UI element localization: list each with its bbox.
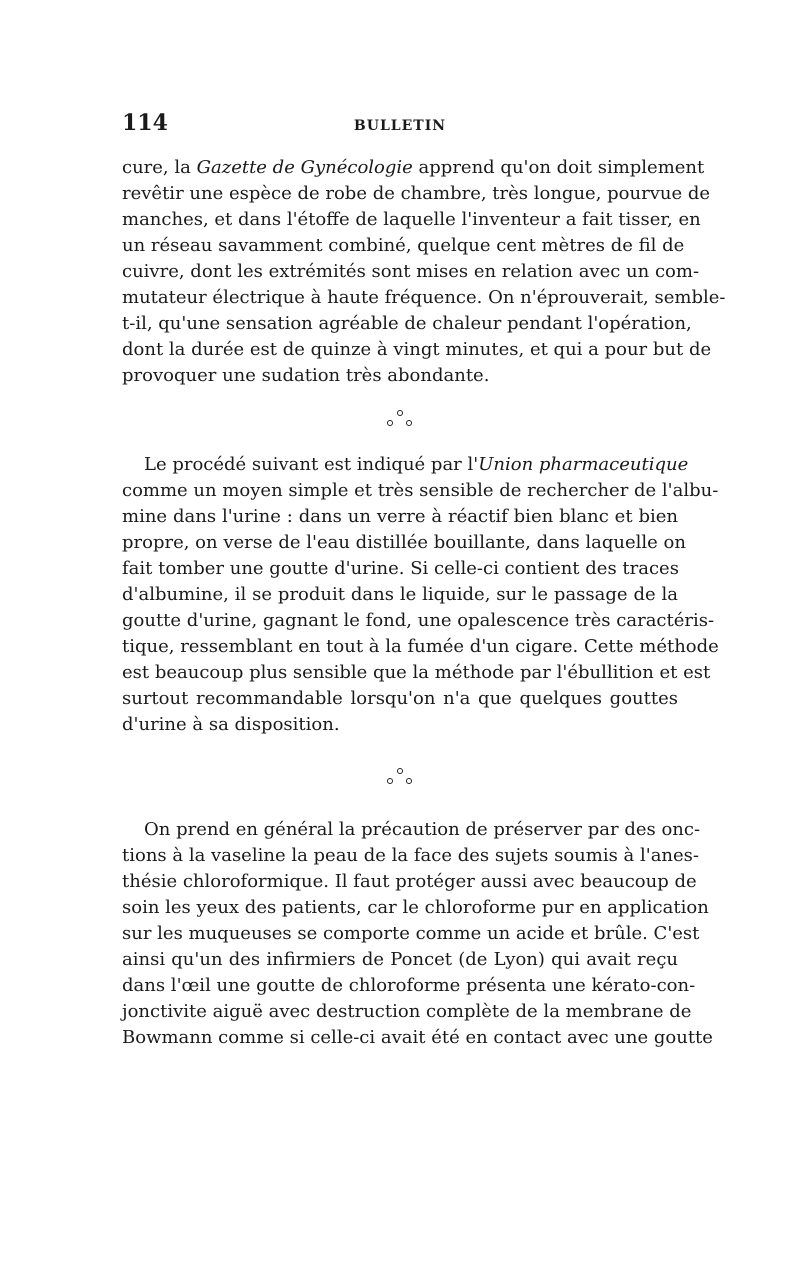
text-line: tique, ressemblant en tout à la fumée d'un cigare. Cette méthode	[122, 636, 719, 657]
text-line: dont la durée est de quinze à vingt minutes, et qui a pour but de	[122, 339, 712, 360]
text-line: On prend en général la précaution de préserver par des onc-	[144, 819, 701, 840]
text-line: Le procédé suivant est indiqué par l'Union pharmaceutique	[144, 454, 689, 475]
section-separator-asterism	[382, 410, 422, 436]
text-line: cure, la Gazette de Gynécologie apprend qu'on doit simplement	[122, 157, 705, 178]
page-number: 114	[122, 110, 168, 136]
text-line: manches, et dans l'étoffe de laquelle l'inventeur a fait tisser, en	[122, 209, 701, 230]
text-line: sur les muqueuses se comporte comme un acide et brûle. C'est	[122, 923, 700, 944]
text-line: propre, on verse de l'eau distillée bouillante, dans laquelle on	[122, 532, 686, 553]
text-line: goutte d'urine, gagnant le fond, une opalescence très caractéris-	[122, 610, 715, 631]
text-line: t-il, qu'une sensation agréable de chaleur pendant l'opération,	[122, 313, 692, 334]
text-line: dans l'œil une goutte de chloroforme présenta une kérato-con-	[122, 975, 696, 996]
text-line: est beaucoup plus sensible que la méthode par l'ébullition et est	[122, 662, 711, 683]
text-line: Bowmann comme si celle-ci avait été en contact avec une goutte	[122, 1027, 713, 1048]
text-line: mine dans l'urine : dans un verre à réactif bien blanc et bien	[122, 506, 678, 527]
journal-title: Union pharmaceutique	[478, 454, 689, 475]
text-line: jonctivite aiguë avec destruction complète de la membrane de	[122, 1001, 692, 1022]
paragraph-chloroform	[122, 817, 713, 1051]
text-line: surtout recommandable lorsqu'on n'a que quelques gouttes	[122, 688, 678, 709]
section-separator-asterism	[382, 768, 422, 794]
text-line: revêtir une espèce de robe de chambre, très longue, pourvue de	[122, 183, 711, 204]
text-line: ainsi qu'un des infirmiers de Poncet (de Lyon) qui avait reçu	[122, 949, 678, 970]
text-line: fait tomber une goutte d'urine. Si celle-ci contient des traces	[122, 558, 679, 579]
text-line: comme un moyen simple et très sensible de rechercher de l'albu-	[122, 480, 719, 501]
text-line: d'albumine, il se produit dans le liquide, sur le passage de la	[122, 584, 678, 605]
text-line: mutateur électrique à haute fréquence. On n'éprouverait, semble-	[122, 287, 726, 308]
journal-title: Gazette de Gynécologie	[196, 157, 413, 178]
text-line: tions à la vaseline la peau de la face des sujets soumis à l'anes-	[122, 845, 699, 866]
text-line: soin les yeux des patients, car le chloroforme pur en application	[122, 897, 709, 918]
text-line: cuivre, dont les extrémités sont mises en relation avec un com-	[122, 261, 700, 282]
text-line: provoquer une sudation très abondante.	[122, 365, 490, 386]
text-line: un réseau savamment combiné, quelque cent mètres de fil de	[122, 235, 685, 256]
running-title: BULLETIN	[353, 118, 447, 134]
page-header	[122, 110, 678, 140]
text-line: d'urine à sa disposition.	[122, 714, 340, 735]
text-line: thésie chloroformique. Il faut protéger aussi avec beaucoup de	[122, 871, 697, 892]
paragraph-electric-robe	[122, 155, 726, 389]
paragraph-albumin-test	[122, 452, 719, 738]
